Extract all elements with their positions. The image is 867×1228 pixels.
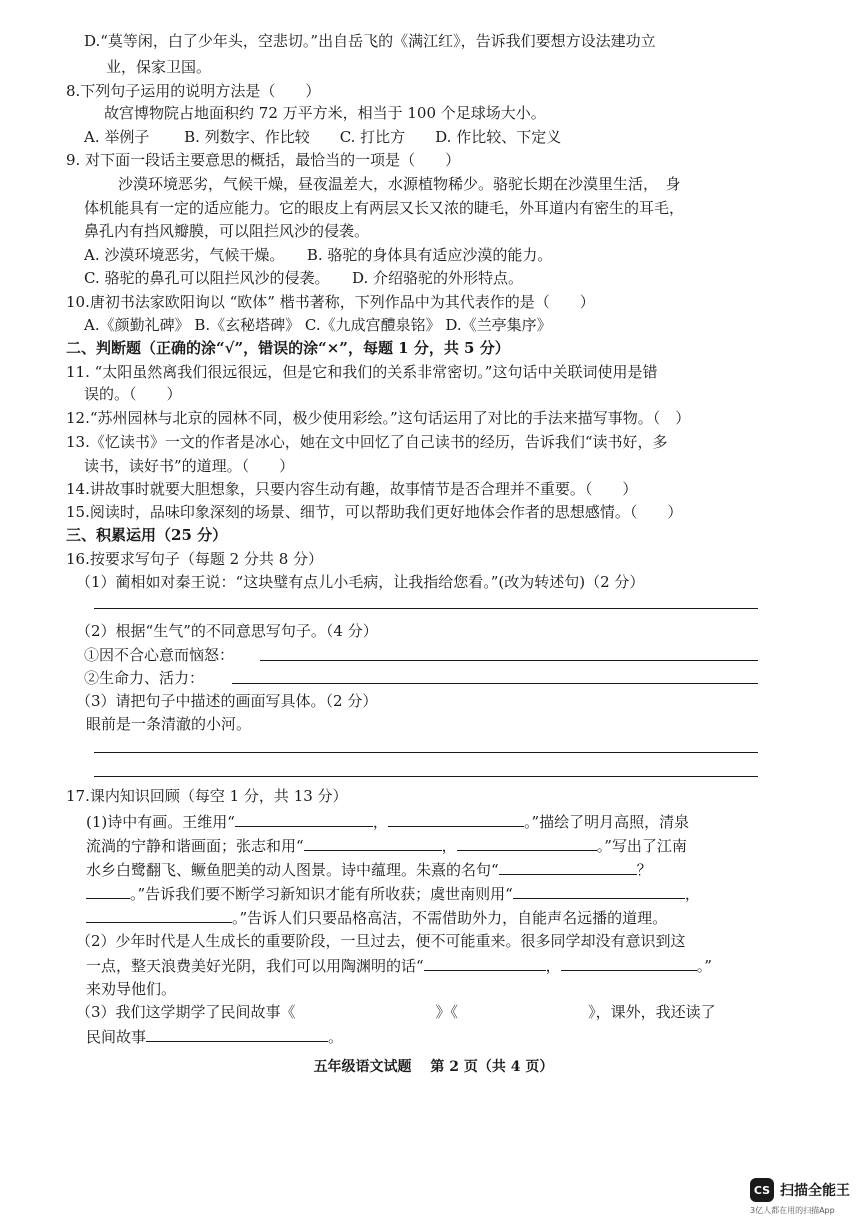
- q17-blank-13[interactable]: [146, 1025, 328, 1042]
- q7-option-d: D.“莫等闲，白了少年头，空悲切。”出自岳飞的《满江红》，告诉我们要想方设法建功立: [84, 32, 656, 50]
- q15: 15.阅读时，品味印象深刻的场景、细节，可以帮助我们更好地体会作者的思想感情。（ ）: [66, 503, 683, 521]
- q17-stem: 17.课内知识回顾（每空 1 分，共 13 分）: [66, 787, 348, 805]
- q17-3-sep: 》《: [435, 1003, 459, 1021]
- q13-line-2: 读书，读好书”的道理。（ ）: [84, 457, 295, 475]
- q17-3-line-2: [86, 1025, 343, 1048]
- q17-3-text-a3: 》，课外，我还读了: [588, 1003, 716, 1021]
- q17-1-text-e: 。”告诉人们只要品格高洁，不需借助外力，自能声名远播的道理。: [232, 909, 668, 927]
- q17-1-text-b: 流淌的宁静和谐画面；张志和用“: [86, 837, 304, 855]
- q9-stem: 9. 对下面一段话主要意思的概括，最恰当的一项是（ ）: [66, 151, 461, 169]
- q17-blank-5[interactable]: [499, 858, 637, 875]
- q16-3-answer-line-2[interactable]: [94, 776, 758, 777]
- q17-blank-3[interactable]: [304, 834, 442, 851]
- q17-1-text-c: 水乡白鹭翻飞、鳜鱼肥美的动人图景。诗中蕴理。朱熹的名句“: [86, 861, 499, 879]
- q8-options: A. 举例子 B. 列数字、作比较 C. 打比方 D. 作比较、下定义: [84, 128, 562, 146]
- q17-blank-1[interactable]: [235, 810, 373, 827]
- q16-3-answer-line-1[interactable]: [94, 752, 758, 753]
- q16-1: （1）蔺相如对秦王说：“这块璧有点儿小毛病，让我指给您看。”(改为转述句)（2 分）: [76, 573, 645, 591]
- q17-2-line-1: （2）少年时代是人生成长的重要阶段，一旦过去，便不可能重来。很多同学却没有意识到这: [76, 932, 686, 950]
- q17-blank-7[interactable]: [513, 882, 685, 899]
- q17-blank-8[interactable]: [86, 906, 232, 923]
- logo-name: 扫描全能王: [780, 1183, 850, 1199]
- q17-1-line-4: 。”告诉我们要不断学习新知识才能有所收获；虞世南则用“ ，: [86, 882, 700, 905]
- cs-logo-icon: CS: [750, 1178, 774, 1202]
- q17-blank-2[interactable]: [388, 810, 524, 827]
- section-3-title: 三、积累运用（25 分）: [66, 526, 228, 544]
- scanner-watermark: [750, 1178, 850, 1202]
- q17-3-line-1: [76, 1001, 716, 1023]
- q9-options-cd: C. 骆驼的鼻孔可以阻拦风沙的侵袭。 D. 介绍骆驼的外形特点。: [84, 269, 524, 287]
- q17-1-text-a3: 。”描绘了明月高照，清泉: [523, 813, 690, 831]
- q17-2-line-3: 来劝导他们。: [86, 980, 177, 998]
- q17-2-text-b: 一点，整天浪费美好光阴，我们可以用陶渊明的话“: [86, 957, 424, 975]
- q9-options-ab: A. 沙漠环境恶劣，气候干燥。 B. 骆驼的身体具有适应沙漠的能力。: [84, 246, 553, 264]
- q16-2b-label: ②生命力、活力：: [84, 669, 205, 687]
- q16-stem: 16.按要求写句子（每题 2 分共 8 分）: [66, 550, 324, 568]
- q17-1-text-a: (1)诗中有画。王维用“: [86, 813, 235, 831]
- q17-3-text-b: 民间故事: [86, 1028, 147, 1046]
- q17-1-line-3: [86, 858, 652, 881]
- q8-text: 故宫博物院占地面积约 72 万平方米，相当于 100 个足球场大小。: [104, 104, 546, 122]
- q17-2-sep: ，: [545, 957, 561, 975]
- q17-2-end: 。”: [696, 957, 712, 975]
- section-2-title: 二、判断题（正确的涂“√”，错误的涂“×”，每题 1 分，共 5 分）: [66, 339, 510, 357]
- q13-line-1: 13.《忆读书》一文的作者是冰心，她在文中回忆了自己读书的经历，告诉我们“读书好，多: [66, 433, 668, 451]
- q17-2-line-2: [86, 954, 712, 977]
- q17-1-text-d: 。”告诉我们要不断学习新知识才能有所收获；虞世南则用“: [130, 885, 513, 903]
- q17-blank-6[interactable]: [86, 882, 130, 899]
- q17-blank-4[interactable]: [457, 834, 597, 851]
- q17-3-end: 。: [328, 1028, 344, 1046]
- q17-1-sep-b: ，: [441, 837, 457, 855]
- q7-option-d-cont: 业，保家卫国。: [106, 58, 212, 76]
- q11-line-2: 误的。（ ）: [84, 385, 182, 403]
- q17-1-line-2: [86, 834, 687, 857]
- q16-2: （2）根据“生气”的不同意思写句子。（4 分）: [76, 622, 378, 640]
- q12: 12.“苏州园林与北京的园林不同，极少使用彩绘。”这句话运用了对比的手法来描写事物。（ ）: [66, 409, 691, 427]
- logo-tagline: 3亿人都在用的扫描App: [750, 1206, 835, 1215]
- q17-blank-9[interactable]: [424, 954, 546, 971]
- q17-1-sep-a: ，: [372, 813, 388, 831]
- q9-passage-1: 沙漠环境恶劣，气候干燥，昼夜温差大，水源植物稀少。骆驼长期在沙漠里生活， 身: [118, 175, 681, 193]
- q10-options: A.《颜勤礼碑》 B.《玄秘塔碑》 C.《九成宫醴泉铭》 D.《兰亭集序》: [84, 316, 552, 334]
- q16-2b-answer-line[interactable]: [232, 683, 758, 684]
- q16-3: （3）请把句子中描述的画面写具体。（2 分）: [76, 692, 378, 710]
- q10-stem: 10.唐初书法家欧阳询以 “欧体” 楷书著称，下列作品中为其代表作的是（ ）: [66, 293, 595, 311]
- q17-1-sep-c: ？: [636, 861, 652, 879]
- q17-1-line-1: [86, 810, 689, 833]
- q11-line-1: 11. “太阳虽然离我们很远很远，但是它和我们的关系非常密切。”这句话中关联词使用是错: [66, 363, 658, 381]
- q17-blank-10[interactable]: [561, 954, 697, 971]
- q16-2a-answer-line[interactable]: [260, 660, 758, 661]
- q9-passage-3: 鼻孔内有挡风瓣膜，可以阻拦风沙的侵袭。: [84, 222, 370, 240]
- q9-passage-2: 体机能具有一定的适应能力。它的眼皮上有两层又长又浓的睫毛，外耳道内有密生的耳毛，: [84, 199, 685, 217]
- q17-1-text-b3: 。”写出了江南: [596, 837, 687, 855]
- q17-1-line-5: [86, 906, 667, 929]
- page-footer: 五年级语文试题 第 2 页（共 4 页）: [313, 1059, 554, 1075]
- q16-1-answer-line[interactable]: [94, 608, 758, 609]
- q14: 14.讲故事时就要大胆想象，只要内容生动有趣，故事情节是否合理并不重要。（ ）: [66, 480, 638, 498]
- q17-3-text-a: （3）我们这学期学了民间故事《: [76, 1003, 296, 1021]
- q8-stem: 8.下列句子运用的说明方法是（ ）: [66, 82, 321, 100]
- q16-2a-label: ①因不合心意而恼怒：: [84, 646, 235, 664]
- q16-3-sentence: 眼前是一条清澈的小河。: [86, 715, 252, 733]
